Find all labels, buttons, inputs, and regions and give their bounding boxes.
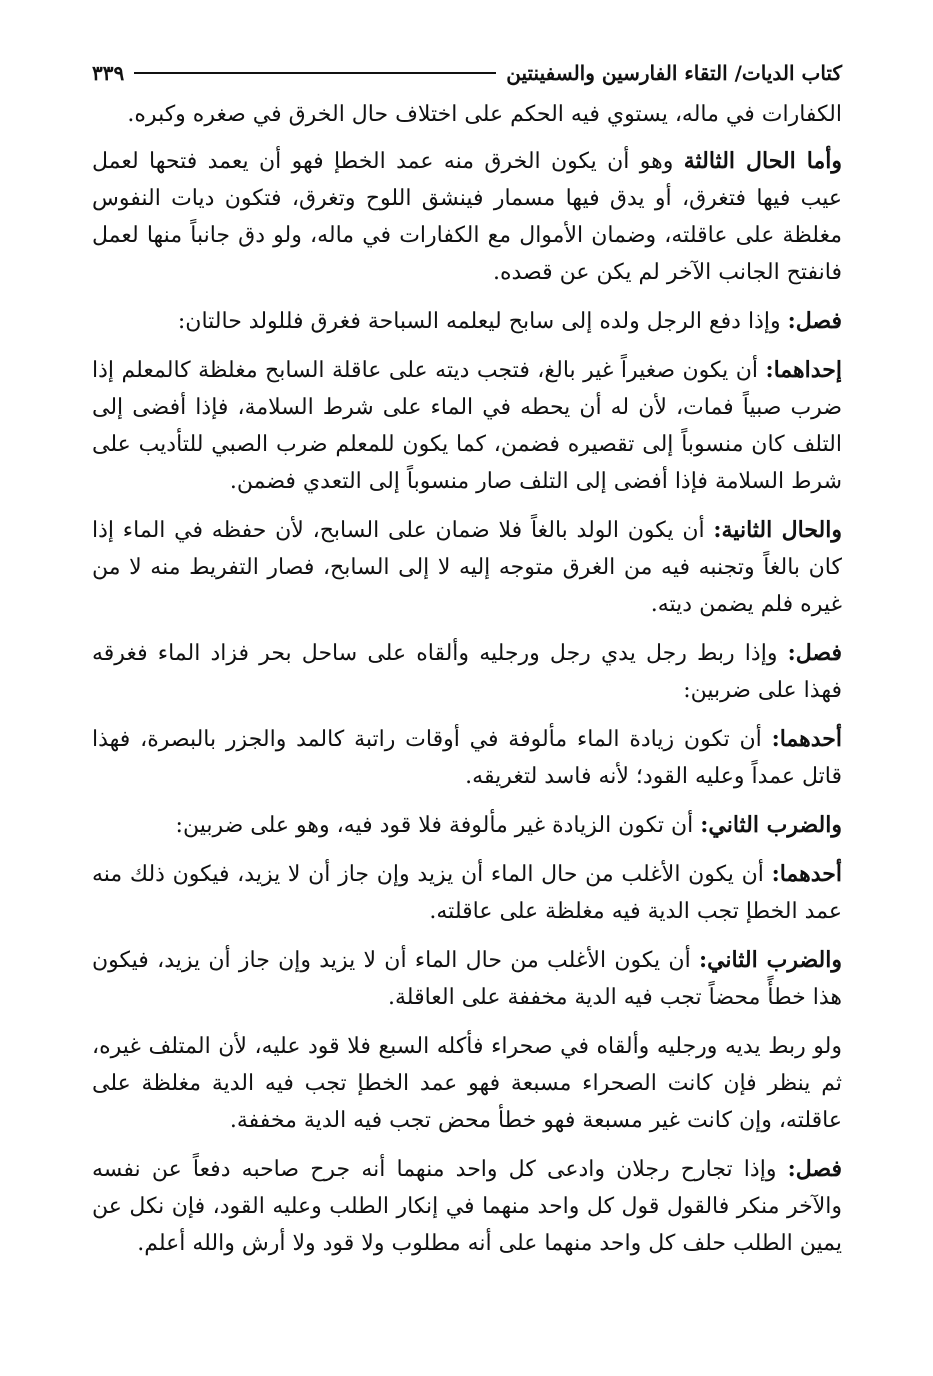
paragraph-lead: أحدهما: — [771, 726, 842, 752]
paragraph — [92, 856, 842, 930]
paragraph-text: وإذا ربط رجل يدي رجل ورجليه وألقاه على ساحل بحر فزاد الماء فغرقه فهذا على ضربين: — [92, 641, 842, 703]
paragraph-text: الكفارات في ماله، يستوي فيه الحكم على اختلاف حال الخرق في صغره وكبره. — [127, 102, 842, 127]
paragraph-text: ولو ربط يديه ورجليه وألقاه في صحراء فأكله السبع فلا قود عليه، لأن المتلف غيره، ثم ينظر فإن كانت الصحراء مسبعة فهو عمد الخطإ تجب فيه الدية مغلظة على عاقلته، وإن كانت غير مسبعة فهو خطأ محض تجب فيه الدية مخففة. — [92, 1034, 842, 1133]
header-rule — [134, 72, 496, 74]
paragraph — [92, 942, 842, 1016]
paragraph-lead: والضرب الثاني: — [698, 947, 842, 973]
paragraph-text: أن يكون صغيراً غير بالغ، فتجب ديته على عاقلة السابح مغلظة كالمعلم إذا ضرب صبياً فمات، لأن له أن يحطه في الماء على شرط السلامة، فإذا أفضى إلى التلف كان منسوباً إلى تقصيره فضمن، كما يكون للمعلم ضرب الصبي للتأديب على شرط السلامة فإذا أفضى إلى التلف صار منسوباً إلى التعدي فضمن. — [92, 358, 842, 494]
paragraph-lead: فصل: — [787, 1156, 842, 1182]
running-title: كتاب الديات/ التقاء الفارسين والسفينتين — [506, 61, 842, 85]
paragraph-lead: أحدهما: — [771, 861, 842, 887]
paragraph-text: أن تكون زيادة الماء مألوفة في أوقات راتبة كالمد والجزر بالبصرة، فهذا قاتل عمداً وعليه القود؛ لأنه فاسد لتغريقه. — [92, 727, 842, 789]
paragraph-lead: فصل: — [787, 640, 842, 666]
paragraph — [92, 721, 842, 795]
paragraph-text: وإذا دفع الرجل ولده إلى سابح ليعلمه السباحة فغرق فللولد حالتان: — [177, 309, 788, 334]
paragraph — [92, 1151, 842, 1262]
paragraph-text: أن يكون الولد بالغاً فلا ضمان على السابح، لأن حفظه في الماء إذا كان بالغاً وتجنبه فيه من الغرق متوجه إليه لا إلى السابح، فصار التفريط منه لا من غيره فلم يضمن ديته. — [92, 518, 842, 617]
paragraph — [92, 1028, 842, 1139]
paragraph-lead: فصل: — [787, 308, 842, 334]
page-number: ٣٣٩ — [92, 61, 125, 85]
paragraph-lead: والضرب الثاني: — [700, 812, 842, 838]
paragraph — [92, 807, 842, 844]
paragraph-text: وإذا تجارح رجلان وادعى كل واحد منهما أنه جرح صاحبه دفعاً عن نفسه والآخر منكر فالقول قول كل واحد منهما في إنكار الطلب وعليه القود، فإن نكل عن يمين الطلب حلف كل واحد منهما على أنه مطلوب ولا قود ولا أرش والله أعلم. — [92, 1157, 842, 1256]
paragraph — [92, 143, 842, 291]
paragraph-text: أن يكون الأغلب من حال الماء أن يزيد وإن جاز أن لا يزيد، فيكون ذلك منه عمد الخطإ تجب الدية فيه مغلظة على عاقلته. — [92, 862, 842, 924]
paragraph-lead: وأما الحال الثالثة — [683, 148, 842, 174]
paragraph-lead: والحال الثانية: — [713, 517, 842, 543]
body-text — [92, 96, 842, 1274]
paragraph-lead: إحداهما: — [765, 357, 842, 383]
paragraph-text: أن تكون الزيادة غير مألوفة فلا قود فيه، وهو على ضربين: — [175, 813, 701, 838]
paragraph — [92, 96, 842, 133]
paragraph-text: أن يكون الأغلب من حال الماء أن لا يزيد وإن جاز أن يزيد، فيكون هذا خطأً محضاً تجب فيه الدية مخففة على العاقلة. — [92, 948, 842, 1010]
paragraph — [92, 512, 842, 623]
paragraph — [92, 635, 842, 709]
page-header — [92, 56, 842, 90]
paragraph — [92, 303, 842, 340]
paragraph — [92, 352, 842, 500]
paragraph-text: وهو أن يكون الخرق منه عمد الخطإ فهو أن يعمد فتحها لعمل عيب فيها فتغرق، أو يدق فيها مسمار فينشق اللوح وتغرق، فتكون ديات النفوس مغلظة على عاقلته، وضمان الأموال مع الكفارات في ماله، ولو دق جانباً منها لعمل فانفتح الجانب الآخر لم يكن عن قصده. — [92, 149, 842, 285]
